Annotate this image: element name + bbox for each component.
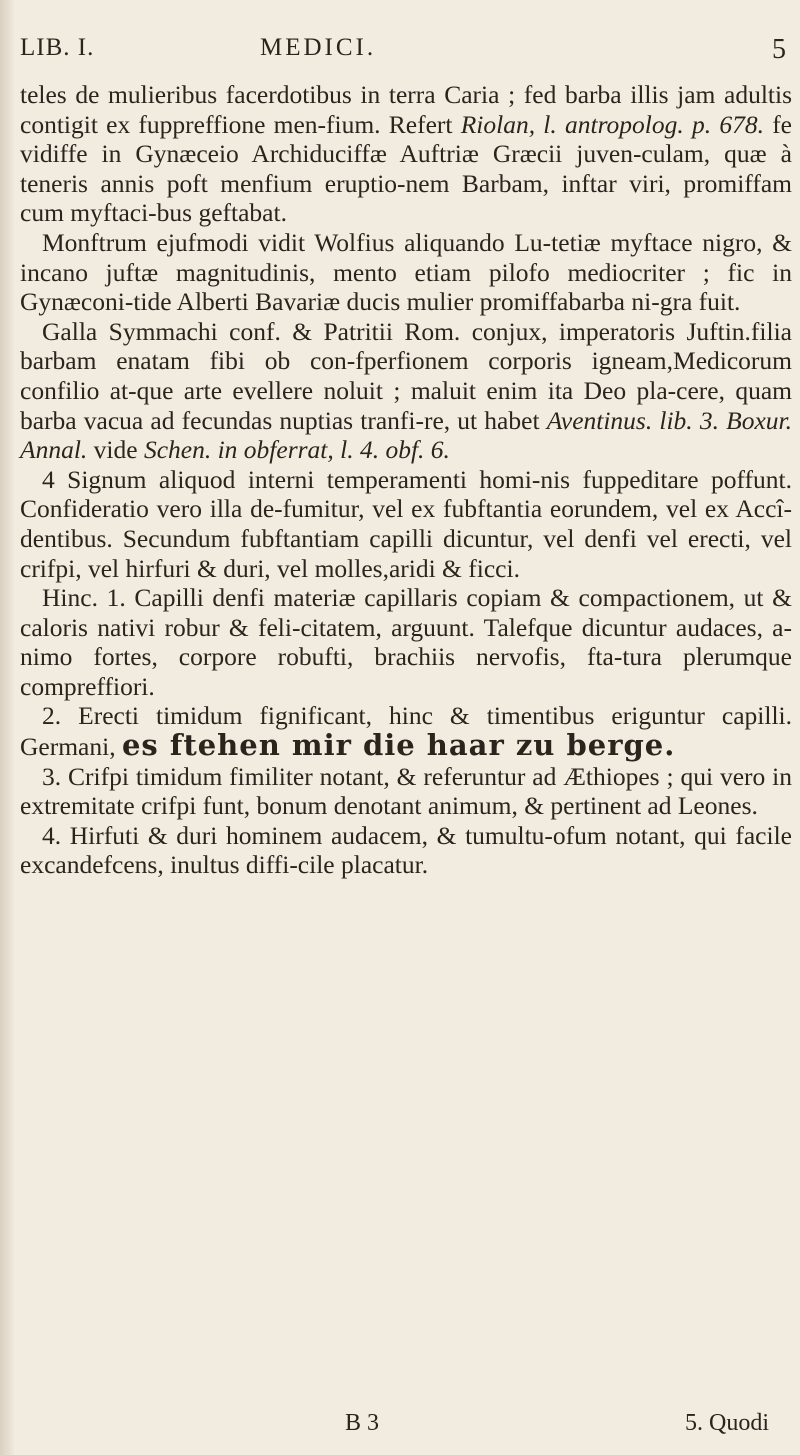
paragraph-text: 2. Erecti timidum fignificant, hinc & timentibus eriguntur capilli. Germani,: [20, 701, 792, 762]
signature-mark: B 3: [345, 1410, 380, 1436]
catchword: 5. Quodi: [685, 1410, 769, 1436]
paragraph: [20, 701, 792, 761]
citation-text: Aventinus. lib. 3. Boxur. Annal.: [20, 405, 793, 465]
paragraph-text: Monftrum ejufmodi vidit Wolfius aliquando Lu-tetiæ myftace nigro, & incano juftæ magnitudinis, mento etiam pilofo mediocriter ; fic in Gynæconi-tide Alberti Bavariæ ducis mulier promiffabarba ni-gra fuit.: [20, 227, 792, 317]
paragraph: [20, 465, 792, 583]
paragraph: [20, 317, 792, 465]
paragraph-text: Hinc. 1. Capilli denfi materiæ capillaris copiam & compactionem, ut & caloris nativi robur & feli-citatem, arguunt. Talefque dicuntur audaces, a-nimo fortes, corpore robufti, brachiis nervofis, fta-tura plerumque compreffiori.: [20, 583, 792, 701]
page-number: 5: [772, 34, 787, 65]
page-footer: [20, 1410, 792, 1444]
header-book-number: LIB. I.: [20, 34, 95, 61]
header-title: MEDICI.: [260, 34, 377, 61]
citation-text: Schen. in obferrat, l. 4. obf. 6.: [143, 435, 450, 465]
german-blackletter-text: es ftehen mir die haar zu berge.: [121, 728, 676, 763]
paragraph-text: teles de mulieribus facerdotibus in terra Caria ; fed barba illis jam adultis contigit ex fuppreffione men-fium. Refert: [20, 80, 792, 139]
citation-text: Riolan, l. antropolog. p. 678.: [460, 109, 764, 139]
paragraph-text: 4 Signum aliquod interni temperamenti homi-nis fuppeditare poffunt. Confideratio vero illa de-fumitur, vel ex fubftantia eorundem, vel ex Accî-dentibus. Secundum fubftantiam capilli dicuntur, vel denfi vel erecti, vel crifpi, vel hirfuri & duri, vel molles,aridi & ficci.: [20, 464, 792, 583]
paragraph-text: 4. Hirfuti & duri hominem audacem, & tumultu-ofum notant, qui facile excandefcens, inultus diffi-cile placatur.: [20, 820, 792, 880]
paragraph-text: fe vidiffe in Gynæceio Archiduciffæ Auftriæ Græcii juven-culam, quæ à teneris annis poft menfium eruptio-nem Barbam, inftar viri, promiffam cum myftaci-bus geftabat.: [20, 109, 793, 228]
paragraph: [20, 762, 792, 821]
page-gutter-shadow: [0, 0, 14, 1455]
paragraph-text: vide: [87, 435, 144, 465]
paragraph: [20, 80, 792, 228]
paragraph-text: Galla Symmachi conf. & Patritii Rom. conjux, imperatoris Juftin.filia barbam enatam fibi ob con-fperfionem corporis igneam,Medicorum confilio at-que arte evellere noluit ; maluit enim ita Deo pla-cere, quam barba vacua ad fecundas nuptias tranfi-re, ut habet: [20, 316, 792, 435]
paragraph: [20, 821, 792, 880]
paragraph: [20, 228, 792, 317]
paragraph: [20, 583, 792, 701]
paragraph-text: 3. Crifpi timidum fimiliter notant, & referuntur ad Æthiopes ; qui vero in extremitate crifpi funt, bonum denotant animum, & pertinent ad Leones.: [20, 761, 792, 821]
running-header: [20, 34, 790, 74]
body-text: [20, 80, 792, 880]
